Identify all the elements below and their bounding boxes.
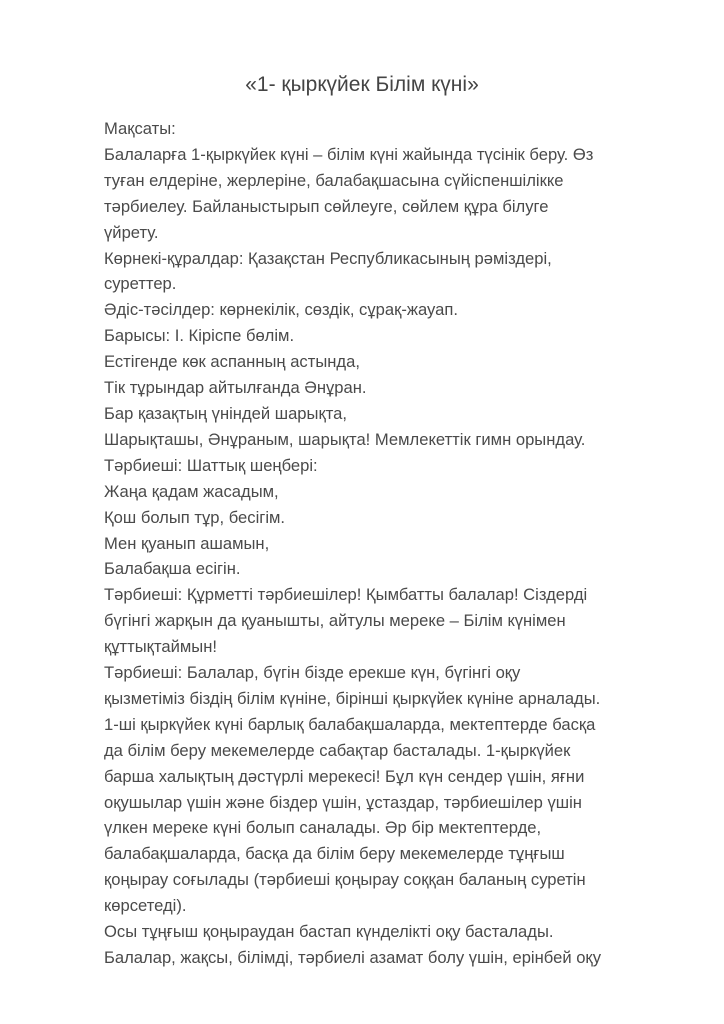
text-line: Әдіс-тәсілдер: көрнекілік, сөздік, сұрақ-жауап. (104, 300, 458, 320)
text-line: Көрнекі-құралдар: Қазақстан Республикасының рәміздері, (104, 248, 552, 268)
text-line: көрсетеді). (104, 896, 187, 916)
text-line: Бар қазақтың үніндей шарықта, (104, 403, 347, 423)
text-line: Тәрбиеші: Шаттық шеңбері: (104, 455, 318, 475)
text-line: Естігенде көк аспанның астында, (104, 352, 360, 372)
text-line: оқушылар үшін және біздер үшін, ұстаздар, тәрбиешілер үшін (104, 792, 582, 812)
text-line: барша халықтың дәстүрлі мерекесі! Бұл күн сендер үшін, яғни (104, 766, 585, 786)
text-line: балабақшаларда, басқа да білім беру мекемелерде тұңғыш (104, 844, 565, 864)
text-line: Балабақша есігін. (104, 559, 241, 579)
text-line: Балалар, жақсы, білімді, тәрбиелі азамат болу үшін, ерінбей оқу (104, 948, 601, 967)
text-line: қызметіміз біздің білім күніне, бірінші қыркүйек күніне арналады. (104, 688, 601, 708)
text-line: 1-ші қыркүйек күні барлық балабақшаларда, мектептерде басқа (104, 714, 596, 734)
text-line: Тік тұрындар айтылғанда Әнұран. (104, 378, 367, 398)
text-line: үлкен мереке күні болып саналады. Әр бір мектептерде, (104, 818, 542, 838)
text-line: үйрету. (104, 222, 159, 242)
text-line: Барысы: І. Кіріспе бөлім. (104, 326, 295, 346)
text-line: Мен қуанып ашамын, (104, 533, 270, 553)
text-line: Мақсаты: (104, 119, 176, 138)
document-body (104, 116, 694, 971)
text-line: бүгінгі жарқын да қуанышты, айтулы мереке – Білім күнімен (104, 611, 566, 631)
text-line: тәрбиелеу. Байланыстырып сөйлеуге, сөйлем құра білуге (104, 196, 549, 216)
text-line: Осы тұңғыш қоңыраудан бастап күнделікті оқу басталады. (104, 922, 554, 942)
text-line: қоңырау соғылады (тәрбиеші қоңырау соққан баланың суретін (104, 870, 586, 890)
text-line: Жаңа қадам жасадым, (104, 481, 279, 501)
text-line: Қош болып тұр, бесігім. (104, 507, 286, 527)
page-title: «1- қыркүйек Білім күні» (245, 73, 479, 96)
text-line: Балаларға 1-қыркүйек күні – білім күні жайында түсінік беру. Өз (104, 144, 594, 164)
text-line: Шарықташы, Әнұраным, шарықта! Мемлекеттік гимн орындау. (104, 429, 586, 449)
text-line: туған елдеріне, жерлеріне, балабақшасына сүйіспеншілікке (104, 170, 564, 190)
text-line: суреттер. (104, 274, 177, 294)
text-line: құттықтаймын! (104, 637, 217, 657)
text-line: Тәрбиеші: Құрметті тәрбиешілер! Қымбатты балалар! Сіздерді (104, 585, 588, 605)
text-line: Тәрбиеші: Балалар, бүгін бізде ерекше күн, бүгінгі оқу (104, 663, 521, 683)
text-line: да білім беру мекемелерде сабақтар басталады. 1-қыркүйек (104, 740, 571, 760)
